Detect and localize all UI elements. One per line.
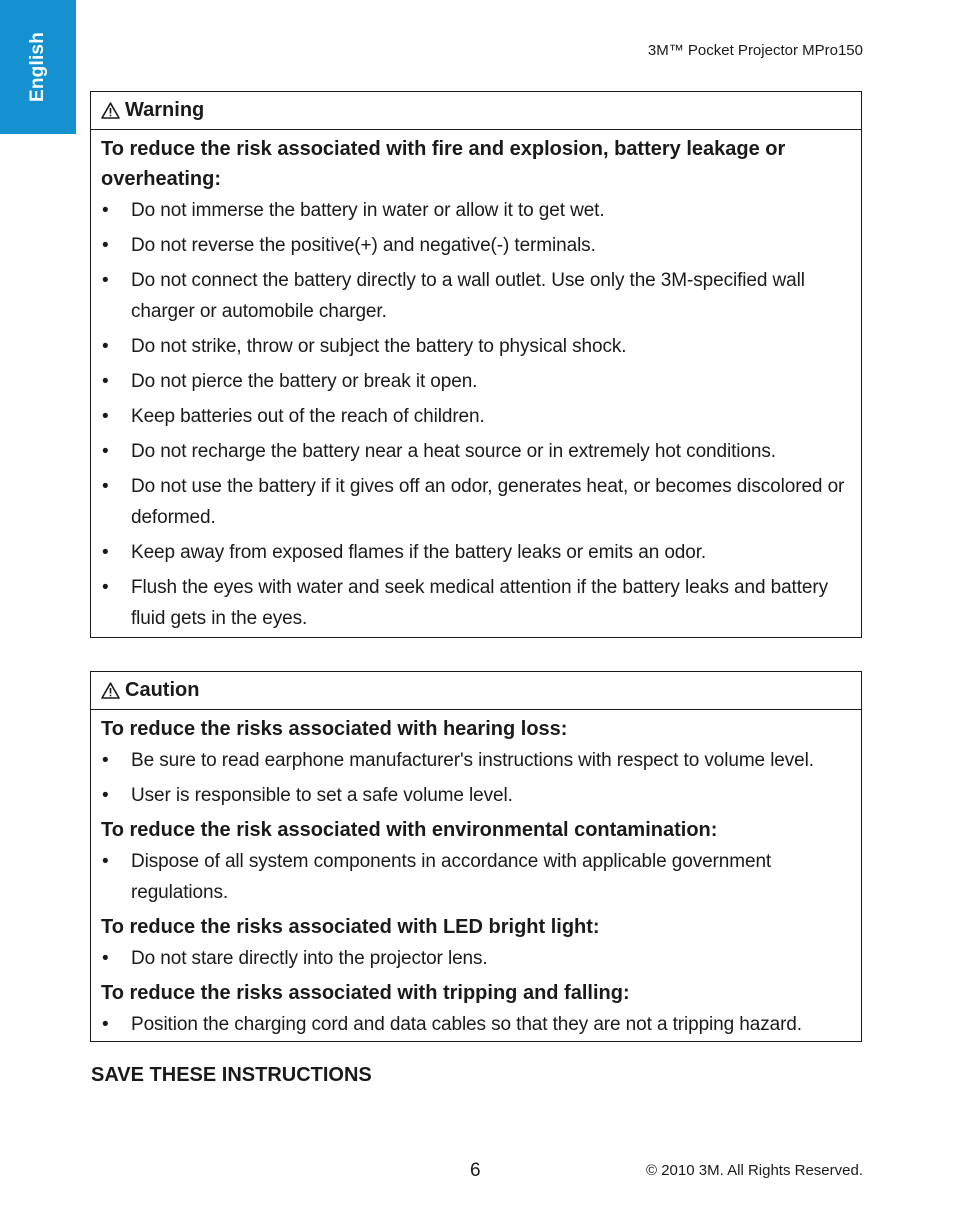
page-number: 6 xyxy=(470,1160,481,1181)
list-item: • Do not use the battery if it gives off an odor, generates heat, or becomes discolored or deformed. xyxy=(101,471,851,533)
list-item: • Flush the eyes with water and seek medical attention if the battery leaks and battery fluid gets in the eyes. xyxy=(101,572,851,634)
language-label: English xyxy=(27,31,48,103)
list-item: • Be sure to read earphone manufacturer's instructions with respect to volume level. xyxy=(101,745,851,776)
list-item: • Keep away from exposed flames if the battery leaks or emits an odor. xyxy=(101,537,851,568)
list-item: • Do not pierce the battery or break it open. xyxy=(101,366,851,397)
warning-icon xyxy=(101,102,120,119)
product-title: 3M™ Pocket Projector MPro150 xyxy=(647,42,863,59)
caution-box xyxy=(90,671,862,1042)
list-item: • Do not strike, throw or subject the battery to physical shock. xyxy=(101,331,851,362)
caution-title: Caution xyxy=(125,679,200,701)
language-tab xyxy=(0,0,76,134)
list-item: • Do not reverse the positive(+) and negative(-) terminals. xyxy=(101,230,851,261)
list-item: • Do not connect the battery directly to a wall outlet. Use only the 3M-specified wall charger or automobile charger. xyxy=(101,265,851,327)
caution-icon xyxy=(101,682,120,699)
warning-title: Warning xyxy=(125,99,205,121)
list-item: • Keep batteries out of the reach of children. xyxy=(101,401,851,432)
list-item: • Dispose of all system components in accordance with applicable government regulations. xyxy=(101,846,851,908)
section-heading: To reduce the risk associated with environmental contamination: xyxy=(101,819,718,841)
save-instructions: SAVE THESE INSTRUCTIONS xyxy=(91,1064,372,1086)
bullet-list xyxy=(101,846,851,908)
warning-body xyxy=(91,130,861,634)
list-item: • Position the charging cord and data cables so that they are not a tripping hazard. xyxy=(101,1009,851,1040)
bullet-list xyxy=(101,943,851,974)
bullet-list xyxy=(101,1009,851,1040)
section-heading: To reduce the risk associated with fire and explosion, battery leakage or overheating: xyxy=(101,138,786,190)
copyright: © 2010 3M. All Rights Reserved. xyxy=(646,1162,863,1179)
section-heading: To reduce the risks associated with hearing loss: xyxy=(101,718,568,740)
list-item: • Do not recharge the battery near a heat source or in extremely hot conditions. xyxy=(101,436,851,467)
bullet-list xyxy=(101,745,851,811)
warning-header xyxy=(91,92,861,130)
warning-box xyxy=(90,91,862,638)
section-heading: To reduce the risks associated with tripping and falling: xyxy=(101,982,630,1004)
section-heading: To reduce the risks associated with LED bright light: xyxy=(101,916,600,938)
list-item: • Do not immerse the battery in water or allow it to get wet. xyxy=(101,195,851,226)
caution-body xyxy=(91,710,861,1040)
bullet-list xyxy=(101,195,851,634)
caution-header xyxy=(91,672,861,710)
list-item: • Do not stare directly into the projector lens. xyxy=(101,943,851,974)
list-item: • User is responsible to set a safe volume level. xyxy=(101,780,851,811)
